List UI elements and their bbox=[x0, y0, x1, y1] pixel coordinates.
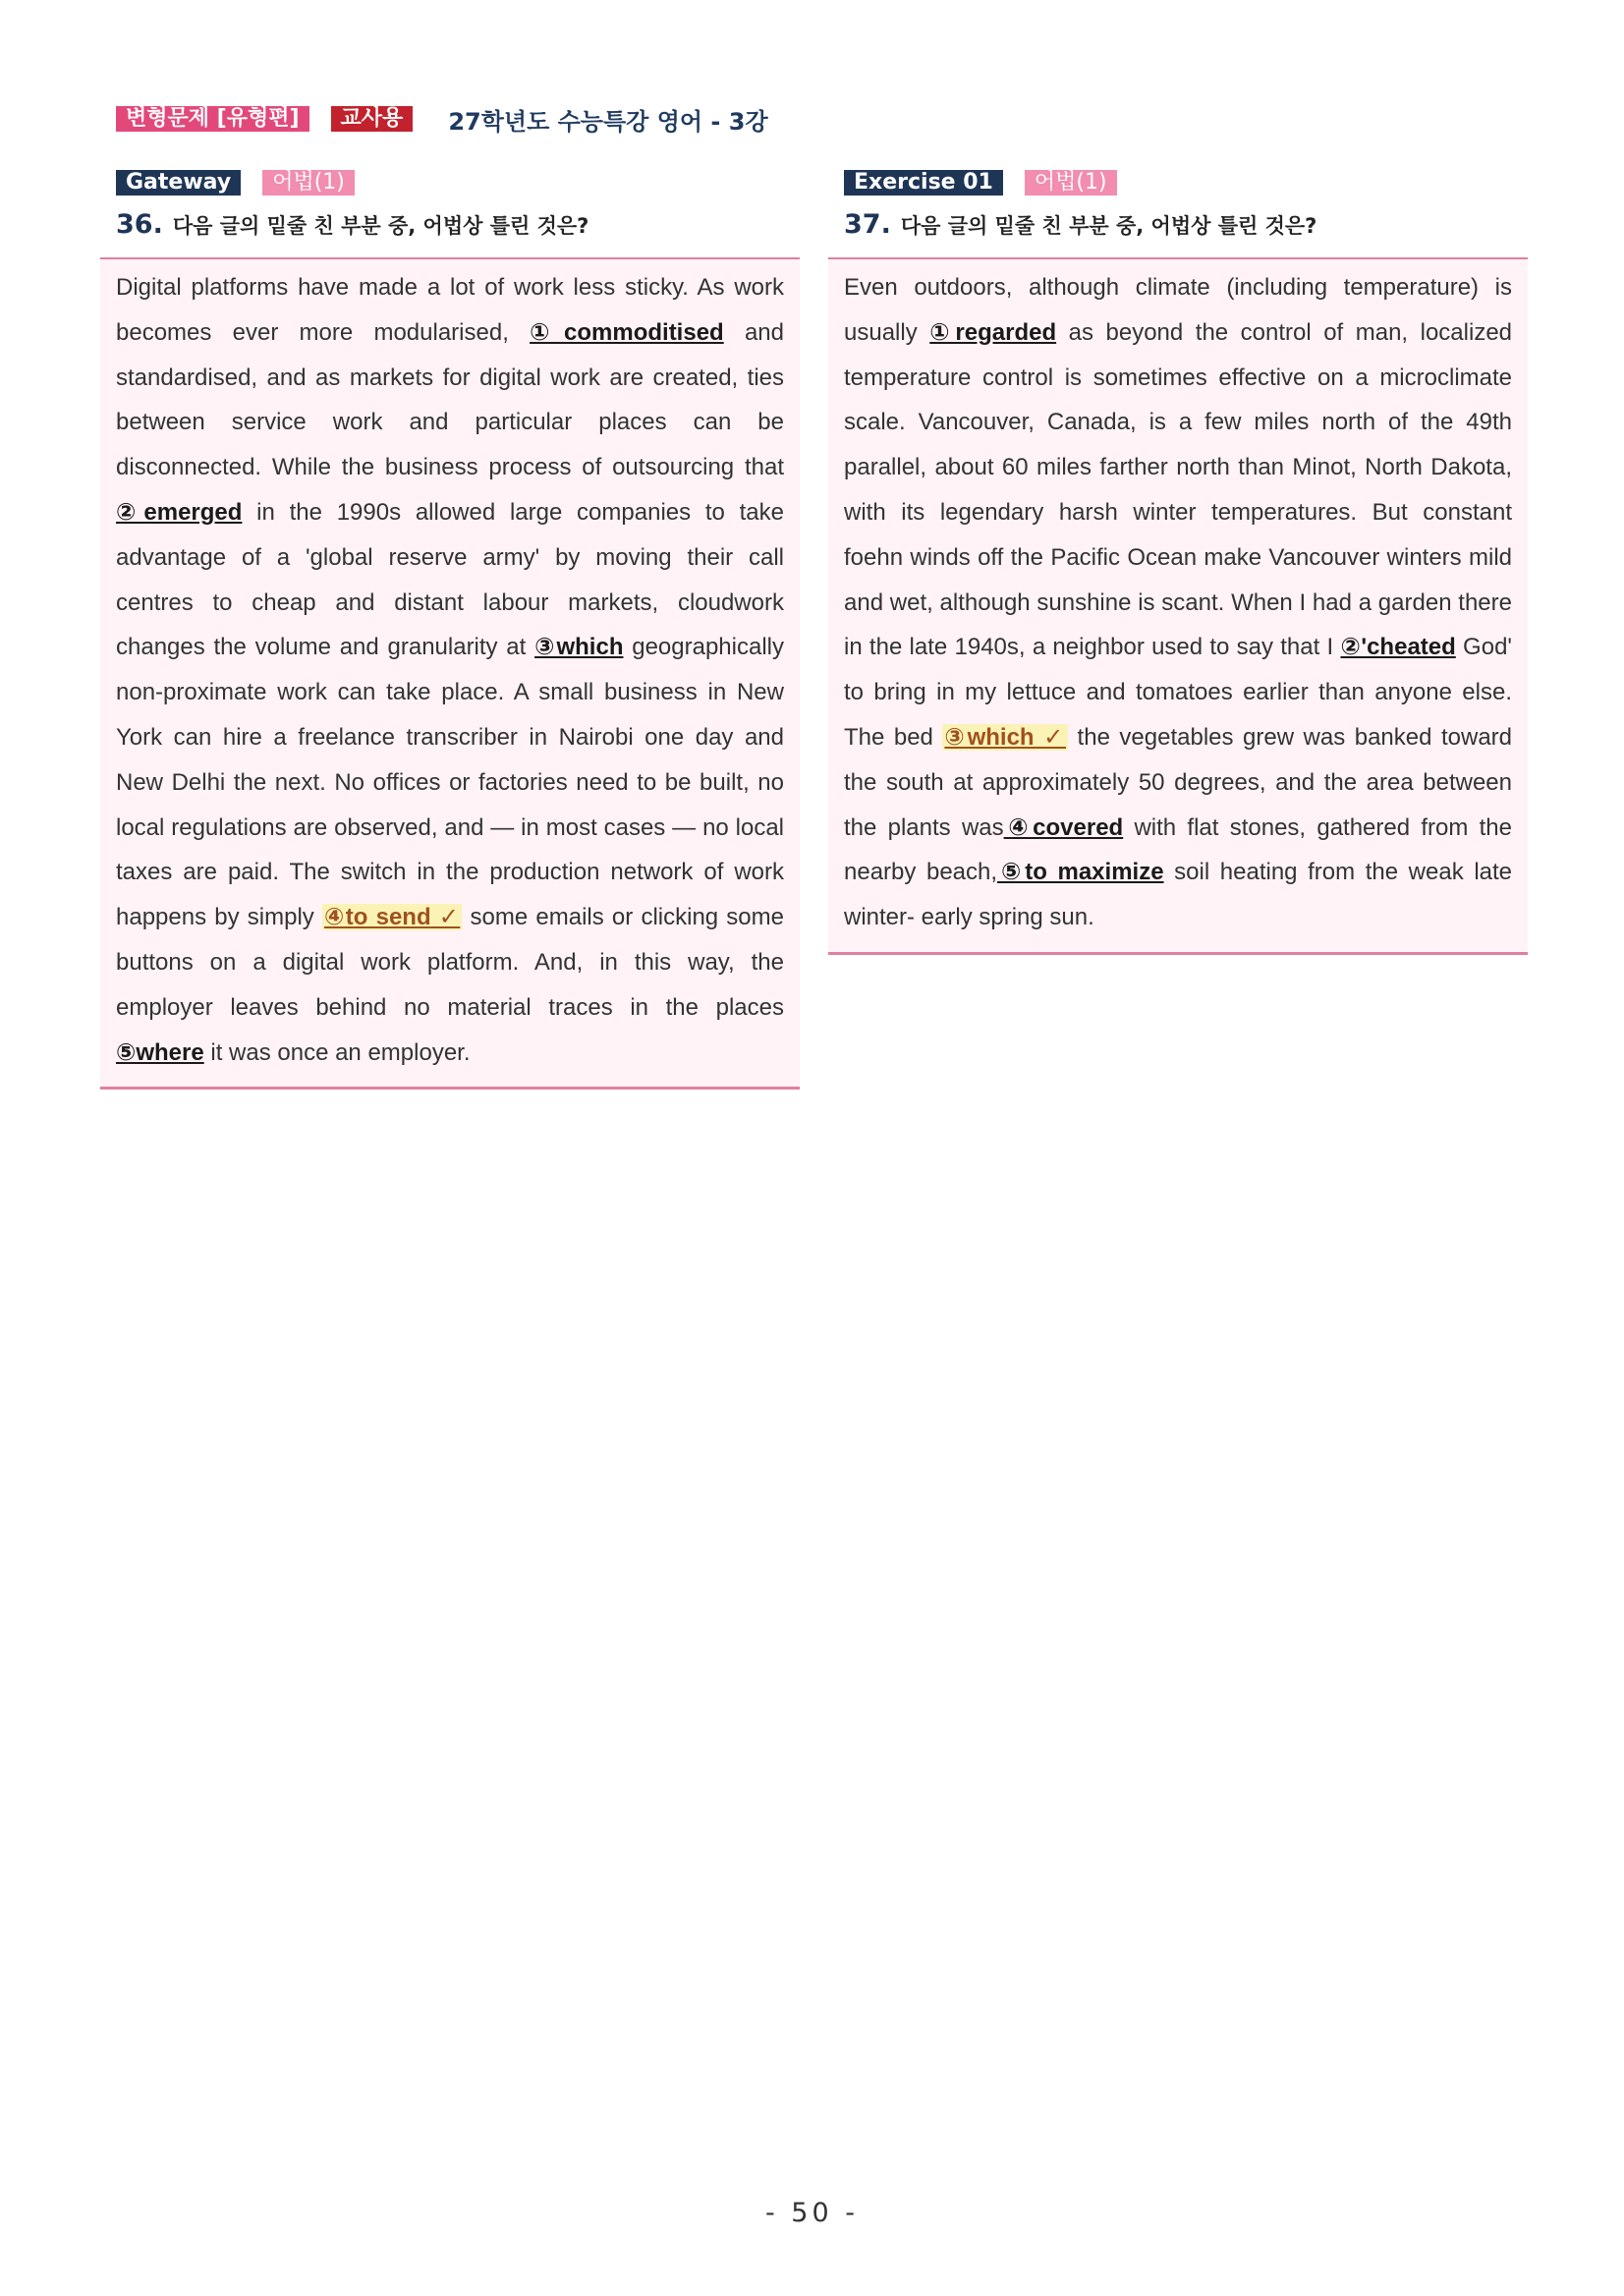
question-36-prompt bbox=[100, 210, 800, 240]
question-37-column bbox=[828, 169, 1528, 955]
passage-text: geographically non-proximate work can take place. A small business in New York can hire a freelance transcriber in Nairobi one day and New Delhi the next. No offices or factories need to be built, no local regulations are observed, and — in most cases — no local taxes are paid. The switch in the production network of work happens by simply bbox=[116, 634, 785, 931]
question-36-column bbox=[100, 169, 800, 1090]
question-number: 36. bbox=[116, 209, 163, 240]
passage-37 bbox=[828, 257, 1528, 955]
choice-1: ①commoditised bbox=[530, 318, 724, 346]
choice-4: ④covered bbox=[1003, 813, 1124, 841]
exercise-label: Exercise 01 bbox=[844, 170, 1003, 196]
choice-5: ⑤to maximize bbox=[997, 859, 1164, 886]
question-number: 37. bbox=[844, 209, 891, 240]
question-text: 다음 글의 밑줄 친 부분 중, 어법상 틀린 것은? bbox=[900, 214, 1317, 238]
page-title: 27학년도 수능특강 영어 - 3강 bbox=[448, 107, 768, 136]
question-text: 다음 글의 밑줄 친 부분 중, 어법상 틀린 것은? bbox=[172, 214, 589, 238]
grammar-label: 어법(1) bbox=[1025, 170, 1117, 196]
choice-2: ②'cheated bbox=[1340, 634, 1456, 661]
passage-text: Digital platforms have made a lot of work less sticky. As work becomes ever more modularised, bbox=[116, 274, 784, 346]
choice-5: ⑤where bbox=[116, 1038, 204, 1066]
variant-tag: 변형문제 [유형편] bbox=[116, 106, 309, 132]
choice-3-answer: ③which ✓ bbox=[944, 723, 1067, 751]
passage-text: soil heating from the weak late winter- early spring sun. bbox=[844, 859, 1513, 931]
grammar-label: 어법(1) bbox=[262, 170, 355, 196]
page-header bbox=[116, 104, 768, 134]
page-number: - 50 - bbox=[764, 2198, 859, 2228]
passage-text: and standardised, and as markets for digital work are created, ties between service work and particular places can be disconnected. While the business process of outsourcing that bbox=[116, 318, 785, 481]
choice-1: ①regarded bbox=[929, 318, 1057, 346]
choice-4-answer: ④to send ✓ bbox=[323, 904, 461, 931]
choice-2: ②emerged bbox=[116, 498, 243, 526]
passage-text: it was once an employer. bbox=[203, 1038, 471, 1066]
passage-text: as beyond the control of man, localized temperature control is sometimes effective on a microclimate scale. Vancouver, Canada, is a few miles north of the 49th parallel, about 60 miles farther north than Minot, North Dakota, with its legendary harsh winter temperatures. But constant foehn winds off the Pacific Ocean make Vancouver winters mild and wet, although sunshine is scant. When I had a garden there in the late 1940s, a neighbor used to say that I bbox=[844, 318, 1513, 661]
passage-text: God' to bring in my lettuce and tomatoes earlier than anyone else. The bed bbox=[844, 634, 1512, 751]
question-37-prompt bbox=[828, 210, 1528, 240]
question-37-labels bbox=[828, 169, 1528, 196]
question-36-labels bbox=[100, 169, 800, 196]
passage-text: with flat stones, gathered from the nearby beach, bbox=[844, 813, 1512, 886]
passage-text: Even outdoors, although climate (including temperature) is usually bbox=[844, 274, 1512, 346]
passage-text: some emails or clicking some buttons on a digital work platform. And, in this way, the employer leaves behind no material traces in the places bbox=[116, 904, 784, 1021]
passage-text: the vegetables grew was banked toward the south at approximately 50 degrees, and the area between the plants was bbox=[844, 723, 1513, 841]
passage-text: in the 1990s allowed large companies to take advantage of a 'global reserve army' by moving their call centres to cheap and distant labour markets, cloudwork changes the volume and granularity at bbox=[116, 498, 784, 661]
passage-36 bbox=[100, 257, 800, 1090]
teacher-tag: 교사용 bbox=[331, 106, 414, 132]
choice-3: ③which bbox=[534, 634, 624, 661]
gateway-label: Gateway bbox=[116, 170, 241, 196]
